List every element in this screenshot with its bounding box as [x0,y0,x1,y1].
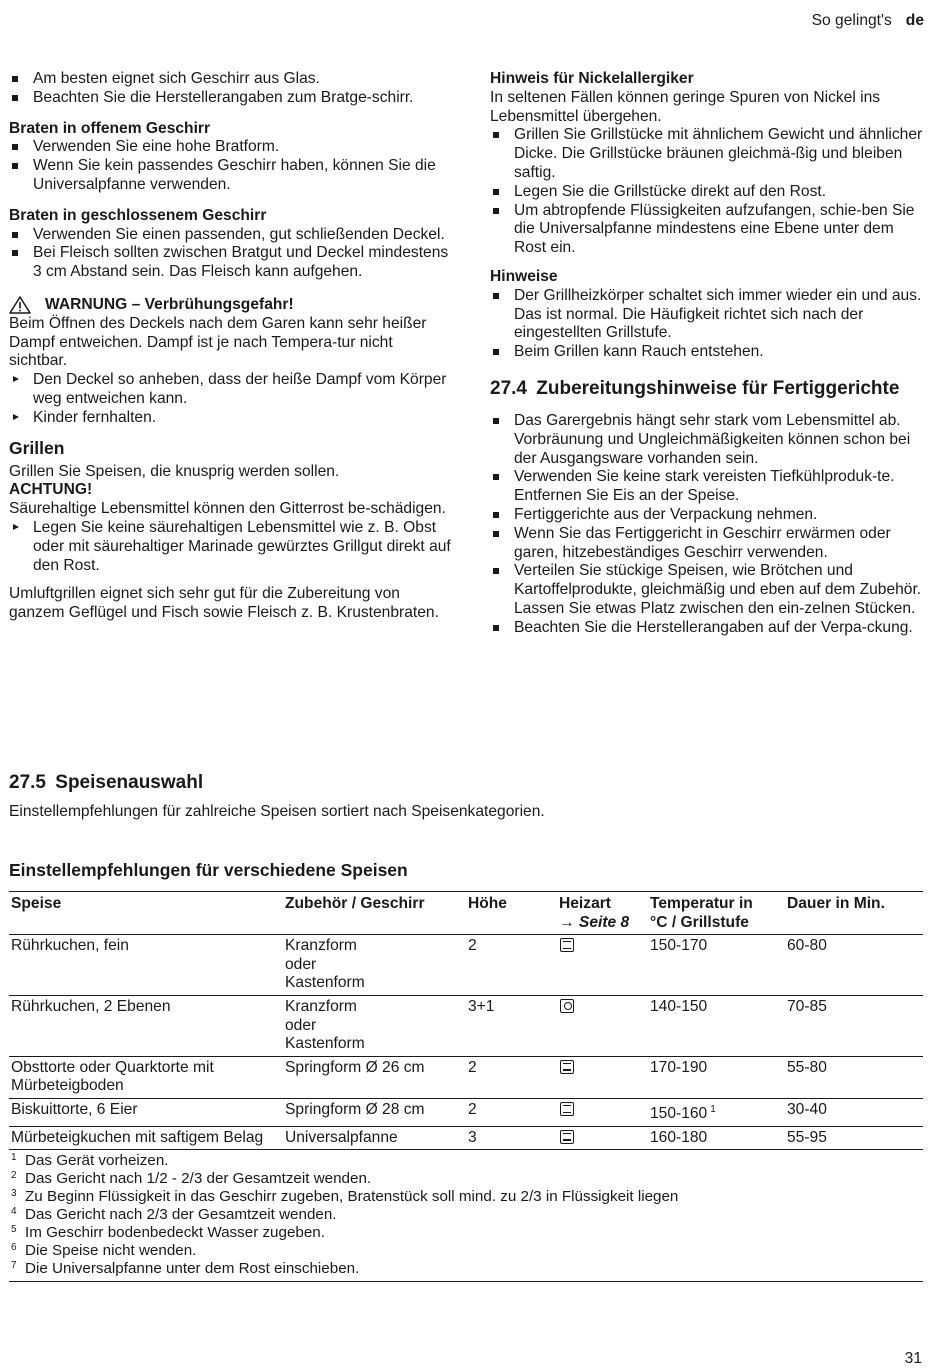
table-row [9,1056,923,1098]
warning-steps [9,371,454,427]
list-item: Der Grillheizkörper schaltet sich immer wieder ein und aus. Das ist normal. Die Häufigkeit richtet sich nach der eingestellten Grillstufe. [490,287,925,343]
accessory-line: Springform Ø 26 cm [285,1058,425,1076]
list-item: Verwenden Sie einen passenden, gut schließenden Deckel. [9,226,454,245]
duration-cell: 30-40 [787,1100,827,1118]
warning-title: WARNUNG – Verbrühungsgefahr! [45,295,294,313]
footnote-number: 4 [11,1206,17,1218]
footnote [9,1206,923,1224]
heating-mode-cell [557,1098,648,1126]
temperature-value: 150-160 [650,1104,708,1122]
header-temperature [648,892,785,935]
accessory-line: oder [285,1016,317,1034]
list-item: Den Deckel so anheben, dass der heiße Dampf vom Körper weg entweichen kann. [9,371,454,409]
list-item: Fertiggerichte aus der Verpackung nehmen. [490,506,925,525]
temperature-cell [648,1098,785,1126]
section-27-5-heading [9,772,934,794]
list-item: Beachten Sie die Herstellerangaben zum Bratge-schirr. [9,89,454,108]
table-row [9,995,923,1056]
top-bottom-heat-icon [560,1060,574,1074]
accessory-line: Universalpfanne [285,1128,398,1146]
list-item: Das Garergebnis hängt sehr stark vom Lebensmittel ab. Vorbräunung und Ungleichmäßigkeiten können schon bei der Ausgangsware vorhanden sein. [490,412,925,468]
page-reference-link[interactable]: → Seite 8 [559,913,630,931]
grill-heading: Grillen [9,437,65,458]
intro-list [9,70,454,108]
list-item: Grillen Sie Grillstücke mit ähnlichem Gewicht und ähnlicher Dicke. Die Grillstücke bräunen gleichmä-ßig und bleiben saftig. [490,126,925,182]
warning-triangle-icon [9,296,31,314]
footnote-number: 3 [11,1188,17,1200]
settings-table-area [9,860,923,1282]
dish-cell: Rührkuchen, 2 Ebenen [11,997,171,1015]
heating-mode-cell [557,995,648,1056]
temperature-cell: 160-180 [650,1128,708,1146]
footnote-number: 2 [11,1170,17,1182]
hints-list [490,287,925,362]
temperature-cell: 150-170 [650,937,708,955]
settings-table [9,891,923,1150]
duration-cell: 55-95 [787,1128,827,1146]
list-item: Kinder fernhalten. [9,409,454,428]
header-temp-line1: Temperatur in [650,895,753,912]
temperature-cell: 170-190 [650,1058,708,1076]
attention-text: Säurehaltige Lebensmittel können den Gitterrost be-schädigen. [9,500,446,518]
section-title: Zubereitungshinweise für Fertiggerichte [536,377,900,399]
duration-cell: 55-80 [787,1058,827,1076]
height-cell: 2 [468,1058,477,1076]
right-column [490,70,925,638]
dish-cell: Mürbeteigkuchen mit saftigem Belag [11,1128,264,1146]
footnote-marker: 1 [710,1103,716,1115]
header-title: So gelingt's [811,12,892,29]
open-dish-heading: Braten in offenem Geschirr [9,119,211,137]
closed-dish-heading: Braten in geschlossenem Geschirr [9,206,267,224]
section-27-5 [9,772,934,822]
header-heating-mode [557,892,648,935]
footnote-text: Zu Beginn Flüssigkeit in das Geschirr zugeben, Bratenstück soll mind. zu 2/3 in Flüssigkeit liegen [25,1188,679,1206]
heating-mode-cell [557,1126,648,1150]
list-item: Verteilen Sie stückige Speisen, wie Brötchen und Kartoffelprodukte, gleichmäßig und eben auf dem Zubehör. Lassen Sie etwas Platz zwischen den ein-zelnen Stücken. [490,562,925,618]
accessory-cell [283,935,466,996]
footnote-number: 1 [11,1152,17,1164]
list-item: Beim Grillen kann Rauch entstehen. [490,343,925,362]
section-27-4-heading [490,378,925,400]
warning-text: Beim Öffnen des Deckels nach dem Garen kann sehr heißer Dampf entweichen. Dampf ist je nach Tempera-tur nicht sichtbar. [9,314,427,370]
accessory-cell [283,1098,466,1126]
list-item: Beachten Sie die Herstellerangaben auf der Verpa-ckung. [490,619,925,638]
footnote [9,1170,923,1188]
footnote [9,1152,923,1170]
footnote-number: 7 [11,1260,17,1272]
height-cell: 3+1 [468,997,495,1015]
footnote [9,1224,923,1242]
accessory-cell [283,1056,466,1098]
footnote-text: Die Universalpfanne unter dem Rost einschieben. [25,1260,360,1278]
nickel-heading: Hinweis für Nickelallergiker [490,70,694,87]
table-title: Einstellempfehlungen für verschiedene Speisen [9,860,408,880]
attention-steps [9,519,454,575]
accessory-line: oder [285,955,317,973]
footnote-text: Die Speise nicht wenden. [25,1242,197,1260]
header-accessory: Zubehör / Geschirr [285,895,425,912]
heating-mode-cell [557,935,648,996]
accessory-line: Kranzform [285,937,357,955]
list-item: Legen Sie die Grillstücke direkt auf den Rost. [490,183,925,202]
duration-cell: 70-85 [787,997,827,1015]
dish-cell: Biskuittorte, 6 Eier [11,1100,138,1118]
top-bottom-heat-icon [560,1102,574,1116]
heating-mode-cell [557,1056,648,1098]
top-bottom-heat-icon [560,1130,574,1144]
accessory-line: Kastenform [285,1035,365,1053]
page-header [812,12,924,31]
footnotes [9,1150,923,1282]
table-row [9,935,923,996]
height-cell: 3 [468,1128,477,1146]
header-height: Höhe [468,895,507,912]
nickel-text: In seltenen Fällen können geringe Spuren von Nickel ins Lebensmittel übergehen. [490,88,881,125]
footnote-text: Das Gerät vorheizen. [25,1152,169,1170]
footnote-number: 5 [11,1224,17,1236]
height-cell: 2 [468,937,477,955]
dish-cell: Rührkuchen, fein [11,937,129,955]
footnote [9,1242,923,1260]
attention-title: ACHTUNG! [9,481,93,499]
temperature-cell: 140-150 [650,997,708,1015]
footnote-number: 6 [11,1242,17,1254]
section-title: Speisenauswahl [55,772,204,793]
top-bottom-heat-icon [560,938,574,952]
page-number: 31 [904,1350,922,1367]
list-item: Am besten eignet sich Geschirr aus Glas. [9,70,454,89]
height-cell: 2 [468,1100,477,1118]
header-temp-line2: °C / Grillstufe [650,913,749,931]
section-27-4-list [490,412,925,638]
list-item: Verwenden Sie eine hohe Bratform. [9,138,454,157]
umluft-text: Umluftgrillen eignet sich sehr gut für die Zubereitung von ganzem Geflügel und Fisch sowie Fleisch z. B. Krustenbraten. [9,585,439,622]
footnote-text: Im Geschirr bodenbedeckt Wasser zugeben. [25,1224,325,1242]
table-row [9,1126,923,1150]
language-code: de [905,12,924,29]
closed-dish-list [9,226,454,282]
accessory-line: Springform Ø 28 cm [285,1100,425,1118]
table-header-row [9,892,923,935]
footnote-text: Das Gericht nach 2/3 der Gesamtzeit wenden. [25,1206,337,1224]
nickel-list [490,126,925,258]
hot-air-icon [560,999,574,1013]
header-duration: Dauer in Min. [787,895,885,912]
section-number: 27.5 [9,772,46,793]
list-item: Verwenden Sie keine stark vereisten Tiefkühlproduk-te. Entfernen Sie Eis an der Speise. [490,468,925,506]
list-item: Um abtropfende Flüssigkeiten aufzufangen, schie-ben Sie die Universalpfanne mindestens eine Ebene unter dem Rost ein. [490,202,925,258]
header-dish: Speise [11,895,62,912]
left-column [9,70,454,623]
footnote [9,1260,923,1278]
table-row [9,1098,923,1126]
accessory-line: Kastenform [285,974,365,992]
section-27-5-text: Einstellempfehlungen für zahlreiche Speisen sortiert nach Speisenkategorien. [9,803,545,820]
list-item: Wenn Sie das Fertiggericht in Geschirr erwärmen oder garen, hitzebeständiges Geschirr verwenden. [490,525,925,563]
dish-cell: Obsttorte oder Quarktorte mit Mürbeteigboden [11,1058,214,1095]
open-dish-list [9,138,454,194]
list-item: Bei Fleisch sollten zwischen Bratgut und Deckel mindestens 3 cm Abstand sein. Das Fleisch kann aufgehen. [9,244,454,282]
footnote [9,1188,923,1206]
duration-cell: 60-80 [787,937,827,955]
hints-heading: Hinweise [490,267,558,285]
accessory-line: Kranzform [285,997,357,1015]
warning-heading [9,296,454,315]
grill-text: Grillen Sie Speisen, die knusprig werden sollen. [9,462,340,480]
list-item: Legen Sie keine säurehaltigen Lebensmittel wie z. B. Obst oder mit säurehaltiger Marinade gewürztes Grillgut direkt auf den Rost. [9,519,454,575]
accessory-cell [283,995,466,1056]
list-item: Wenn Sie kein passendes Geschirr haben, können Sie die Universalpfanne verwenden. [9,157,454,195]
accessory-cell [283,1126,466,1150]
header-heat-label: Heizart [559,895,611,912]
footnote-text: Das Gericht nach 1/2 - 2/3 der Gesamtzeit wenden. [25,1170,372,1188]
section-number: 27.4 [490,377,527,399]
